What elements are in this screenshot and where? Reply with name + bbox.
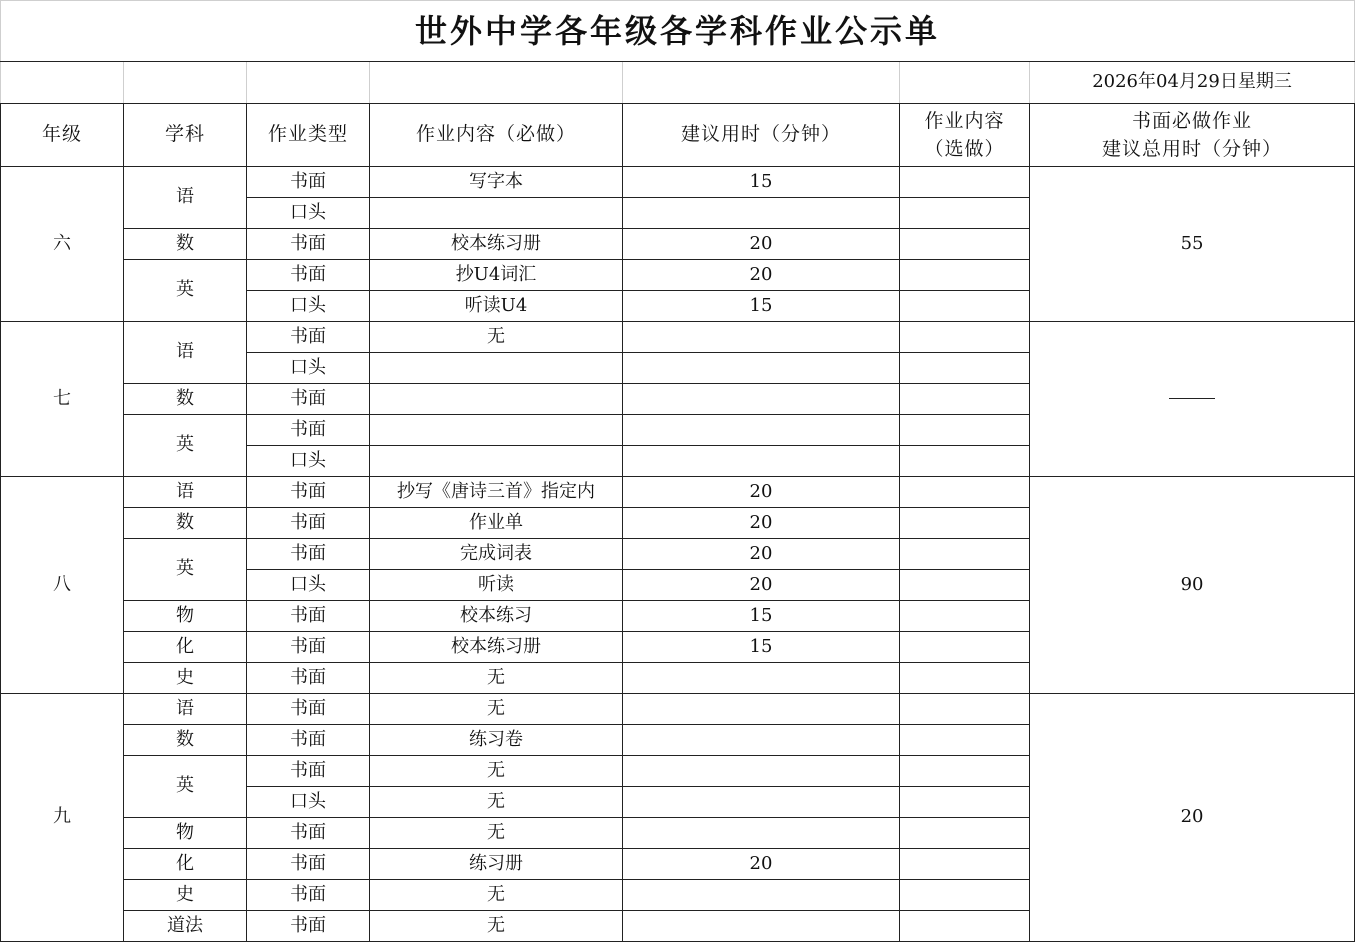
type-cell: 书面 (247, 601, 370, 632)
optional-cell (900, 756, 1030, 787)
subject-cell: 数 (124, 229, 247, 260)
time-cell: 20 (623, 570, 900, 601)
content-cell: 无 (370, 322, 623, 353)
type-cell: 书面 (247, 167, 370, 198)
type-cell: 书面 (247, 539, 370, 570)
optional-cell (900, 384, 1030, 415)
header-time: 建议用时（分钟） (623, 104, 900, 167)
time-cell: 15 (623, 601, 900, 632)
time-cell (623, 198, 900, 229)
optional-cell (900, 322, 1030, 353)
time-cell (623, 353, 900, 384)
time-cell: 20 (623, 508, 900, 539)
subject-cell: 数 (124, 384, 247, 415)
optional-cell (900, 260, 1030, 291)
page-title: 世外中学各年级各学科作业公示单 (1, 1, 1355, 62)
content-cell: 作业单 (370, 508, 623, 539)
header-optional-line2: （选做） (924, 138, 1005, 160)
header-subject: 学科 (124, 104, 247, 167)
subject-cell: 英 (124, 415, 247, 477)
content-cell: 抄写《唐诗三首》指定内 (370, 477, 623, 508)
header-row (1, 104, 1355, 167)
subject-cell: 物 (124, 601, 247, 632)
type-cell: 书面 (247, 632, 370, 663)
total-time-cell: 90 (1030, 477, 1355, 694)
optional-cell (900, 446, 1030, 477)
content-cell: 校本练习册 (370, 229, 623, 260)
content-cell: 练习卷 (370, 725, 623, 756)
grade-cell: 九 (1, 694, 124, 942)
subject-cell: 数 (124, 725, 247, 756)
type-cell: 书面 (247, 725, 370, 756)
optional-cell (900, 353, 1030, 384)
subject-cell: 语 (124, 322, 247, 384)
content-cell: 无 (370, 663, 623, 694)
type-cell: 书面 (247, 322, 370, 353)
grade-cell: 七 (1, 322, 124, 477)
header-total-line2: 建议总用时（分钟） (1102, 138, 1283, 160)
subject-cell: 化 (124, 632, 247, 663)
optional-cell (900, 849, 1030, 880)
subject-cell: 数 (124, 508, 247, 539)
type-cell: 书面 (247, 229, 370, 260)
type-cell: 口头 (247, 198, 370, 229)
optional-cell (900, 415, 1030, 446)
optional-cell (900, 477, 1030, 508)
total-time-cell: 20 (1030, 694, 1355, 942)
time-cell: 20 (623, 229, 900, 260)
type-cell: 口头 (247, 787, 370, 818)
type-cell: 口头 (247, 446, 370, 477)
subject-cell: 英 (124, 756, 247, 818)
time-cell: 20 (623, 539, 900, 570)
content-cell: 无 (370, 880, 623, 911)
type-cell: 口头 (247, 570, 370, 601)
content-cell: 写字本 (370, 167, 623, 198)
time-cell (623, 756, 900, 787)
optional-cell (900, 787, 1030, 818)
date-row (1, 62, 1355, 104)
subject-cell: 史 (124, 880, 247, 911)
blank-cell (247, 62, 370, 104)
subject-cell: 化 (124, 849, 247, 880)
grade-cell: 六 (1, 167, 124, 322)
optional-cell (900, 508, 1030, 539)
content-cell: 校本练习 (370, 601, 623, 632)
dash-mark (1169, 398, 1215, 399)
content-cell: 无 (370, 787, 623, 818)
blank-cell (1, 62, 124, 104)
total-time-cell: 55 (1030, 167, 1355, 322)
optional-cell (900, 291, 1030, 322)
content-cell: 听读 (370, 570, 623, 601)
header-content: 作业内容（必做） (370, 104, 623, 167)
optional-cell (900, 167, 1030, 198)
content-cell (370, 446, 623, 477)
type-cell: 书面 (247, 384, 370, 415)
optional-cell (900, 880, 1030, 911)
blank-cell (370, 62, 623, 104)
title-row (1, 1, 1355, 62)
time-cell: 20 (623, 260, 900, 291)
type-cell: 书面 (247, 415, 370, 446)
blank-cell (900, 62, 1030, 104)
header-type: 作业类型 (247, 104, 370, 167)
content-cell (370, 198, 623, 229)
subject-cell: 史 (124, 663, 247, 694)
type-cell: 书面 (247, 880, 370, 911)
type-cell: 书面 (247, 849, 370, 880)
content-cell: 练习册 (370, 849, 623, 880)
content-cell (370, 415, 623, 446)
time-cell: 15 (623, 291, 900, 322)
time-cell (623, 818, 900, 849)
time-cell (623, 663, 900, 694)
time-cell: 20 (623, 849, 900, 880)
table-row (1, 322, 1355, 353)
time-cell (623, 787, 900, 818)
content-cell: 听读U4 (370, 291, 623, 322)
type-cell: 书面 (247, 260, 370, 291)
type-cell: 书面 (247, 911, 370, 942)
optional-cell (900, 229, 1030, 260)
header-total (1030, 104, 1355, 167)
time-cell (623, 446, 900, 477)
time-cell (623, 322, 900, 353)
time-cell (623, 694, 900, 725)
time-cell (623, 384, 900, 415)
optional-cell (900, 694, 1030, 725)
grade-cell: 八 (1, 477, 124, 694)
subject-cell: 语 (124, 694, 247, 725)
optional-cell (900, 198, 1030, 229)
table-row (1, 167, 1355, 198)
optional-cell (900, 663, 1030, 694)
subject-cell: 英 (124, 539, 247, 601)
optional-cell (900, 539, 1030, 570)
subject-cell: 物 (124, 818, 247, 849)
content-cell (370, 353, 623, 384)
type-cell: 书面 (247, 477, 370, 508)
header-optional-line1: 作业内容 (924, 109, 1005, 132)
content-cell: 抄U4词汇 (370, 260, 623, 291)
table-body (1, 1, 1355, 942)
table-row (1, 694, 1355, 725)
time-cell: 15 (623, 167, 900, 198)
time-cell (623, 415, 900, 446)
optional-cell (900, 601, 1030, 632)
optional-cell (900, 725, 1030, 756)
content-cell: 无 (370, 818, 623, 849)
subject-cell: 英 (124, 260, 247, 322)
type-cell: 书面 (247, 508, 370, 539)
header-grade: 年级 (1, 104, 124, 167)
type-cell: 书面 (247, 818, 370, 849)
optional-cell (900, 818, 1030, 849)
type-cell: 口头 (247, 291, 370, 322)
time-cell (623, 911, 900, 942)
time-cell (623, 880, 900, 911)
subject-cell: 道法 (124, 911, 247, 942)
optional-cell (900, 570, 1030, 601)
time-cell: 15 (623, 632, 900, 663)
content-cell: 无 (370, 911, 623, 942)
header-optional (900, 104, 1030, 167)
content-cell: 无 (370, 694, 623, 725)
header-total-line1: 书面必做作业 (1132, 109, 1253, 132)
table-row (1, 477, 1355, 508)
blank-cell (623, 62, 900, 104)
subject-cell: 语 (124, 477, 247, 508)
subject-cell: 语 (124, 167, 247, 229)
time-cell: 20 (623, 477, 900, 508)
optional-cell (900, 911, 1030, 942)
time-cell (623, 725, 900, 756)
content-cell: 无 (370, 756, 623, 787)
blank-cell (124, 62, 247, 104)
content-cell: 校本练习册 (370, 632, 623, 663)
type-cell: 书面 (247, 694, 370, 725)
type-cell: 书面 (247, 756, 370, 787)
content-cell: 完成词表 (370, 539, 623, 570)
content-cell (370, 384, 623, 415)
type-cell: 书面 (247, 663, 370, 694)
type-cell: 口头 (247, 353, 370, 384)
optional-cell (900, 632, 1030, 663)
total-time-cell (1030, 322, 1355, 477)
date-label: 2026年04月29日星期三 (1030, 62, 1355, 104)
